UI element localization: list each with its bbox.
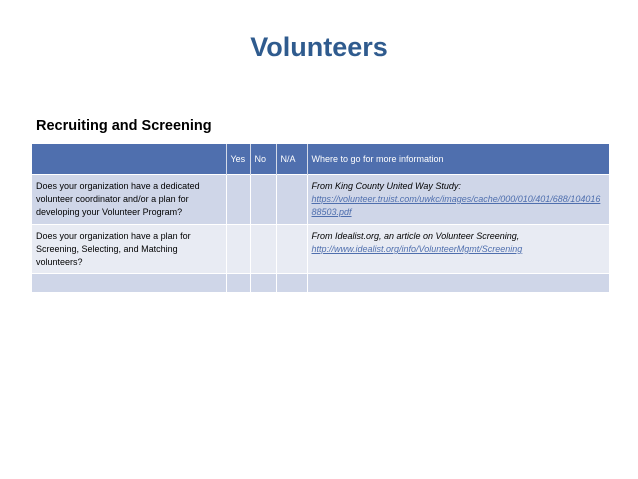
slide-title: Volunteers <box>250 32 388 62</box>
no-cell[interactable] <box>250 175 276 225</box>
table-row <box>32 225 609 274</box>
info-cell <box>307 274 609 293</box>
table-row <box>32 274 609 293</box>
header-no: No <box>250 144 276 175</box>
yes-cell[interactable] <box>226 175 250 225</box>
na-cell[interactable] <box>276 175 307 225</box>
table-header-row <box>32 144 609 175</box>
question-cell: Does your organization have a plan for Screening, Selecting, and Matching volunteers? <box>32 225 226 274</box>
na-cell[interactable] <box>276 274 307 293</box>
source-link[interactable]: http://www.idealist.org/info/VolunteerMgmt/Screening <box>311 244 523 254</box>
source-text: From King County United Way Study: <box>311 181 461 191</box>
no-cell[interactable] <box>250 274 276 293</box>
table-row <box>32 175 609 225</box>
source-text: From Idealist.org, an article on Volunteer Screening, <box>311 231 520 241</box>
na-cell[interactable] <box>276 225 307 274</box>
info-cell <box>307 175 609 225</box>
yes-cell[interactable] <box>226 274 250 293</box>
checklist-table <box>32 144 609 292</box>
header-info: Where to go for more information <box>307 144 609 175</box>
header-yes: Yes <box>226 144 250 175</box>
header-question <box>32 144 226 175</box>
info-cell <box>307 225 609 274</box>
question-cell <box>32 274 226 293</box>
section-title: Recruiting and Screening <box>36 118 212 134</box>
header-na: N/A <box>276 144 307 175</box>
no-cell[interactable] <box>250 225 276 274</box>
yes-cell[interactable] <box>226 225 250 274</box>
question-cell: Does your organization have a dedicated volunteer coordinator and/or a plan for developing your Volunteer Program? <box>32 175 226 225</box>
source-link[interactable]: https://volunteer.truist.com/uwkc/images/cache/000/010/401/688/10401688503.pdf <box>311 194 601 217</box>
